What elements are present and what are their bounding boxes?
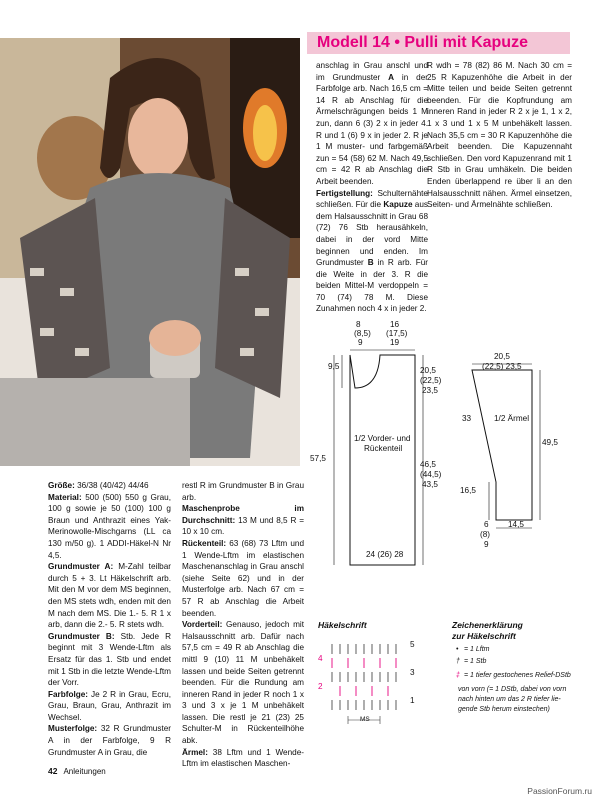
dim-label: 19 bbox=[390, 338, 400, 347]
dim-label: (8,5) bbox=[354, 329, 371, 338]
text-run: 500 (500) 550 g Grau, 100 g sowie je 50 (100) 100 g Braun und Anthrazit eines Yak-Merinowolle-Mischgarns (LL ca 130 m/50 g). 1 ADDI-Häkel-N Nr 4,5. bbox=[48, 492, 171, 560]
text-run: Schulternähte schließen. Für die bbox=[316, 188, 428, 210]
paragraph bbox=[182, 480, 304, 503]
crochet-chart bbox=[318, 620, 428, 730]
text-run: Je 2 R in Grau, Ecru, Grau, Braun, Grau, Anthrazit im Wechsel. bbox=[48, 689, 171, 722]
dim-label: 16,5 bbox=[460, 486, 476, 495]
row-number: 2 bbox=[318, 682, 323, 691]
dim-label: 9,5 bbox=[328, 362, 340, 371]
watermark: PassionForum.ru bbox=[527, 786, 592, 796]
dim-label: (8) bbox=[480, 530, 491, 539]
text-run: 36/38 (40/42) 44/46 bbox=[74, 481, 149, 490]
row-number: 3 bbox=[410, 668, 415, 677]
double-crochet-icon: † bbox=[456, 658, 460, 665]
label: Ärmel: bbox=[182, 747, 208, 757]
text-bold: B bbox=[367, 258, 374, 268]
dim-label: (17,5) bbox=[386, 329, 408, 338]
text-run: in R arb. Für die Weite in der 3. R die beiden Mittel-M verdoppeln = 70 (74) 78 M. Diese Zunahmen noch 4 x in jeder 2. bbox=[316, 258, 428, 314]
text-bold: Kapuze bbox=[383, 200, 413, 210]
relief-stitch-icon: ‡ bbox=[456, 672, 460, 679]
label: Rückenteil: bbox=[182, 538, 227, 548]
legend-item: = 1 Lftm bbox=[464, 646, 490, 653]
dim-label: 14,5 bbox=[508, 520, 524, 529]
dim-label: 49,5 bbox=[542, 438, 558, 447]
dim-label: 20,5 bbox=[494, 352, 510, 361]
legend-item: nach hinten um das 2 R tiefer lie- bbox=[458, 696, 561, 703]
dim-label: 9 bbox=[358, 338, 363, 347]
paragraph bbox=[48, 480, 171, 492]
label: Größe: bbox=[48, 481, 75, 490]
dim-label: (44,5) bbox=[420, 470, 442, 479]
label: Vorderteil: bbox=[182, 620, 223, 630]
label: Maschenprobe im Durchschnitt: bbox=[182, 504, 304, 525]
text-run: 32 R Grundmuster A in der Farbfolge, 9 R Grundmuster A in Grau, die bbox=[48, 724, 171, 757]
schematic-body bbox=[310, 320, 460, 570]
dim-label: 8 bbox=[356, 320, 361, 329]
paragraph: R wdh = 78 (82) 86 M. Nach 30 cm = 25 R Kapuzenhöhe die Arbeit in der Mitte teilen und beide Seiten getrennt beenden. Für die Kopfrundung am inneren Rand in jeder R 2 x je 1, 1 x 2, 1 x 3 und 1 x 5 M unbehäkelt lassen. Nach 35,5 cm = 30 R Kapuzenhöhe die Arbeit beenden. Die Kapuzennaht schließen. Den vord Kapuzenrand mit 1 R Stb in Grau umhäkeln. Die beiden Enden überlappend re über li an den Halsausschnitt nähen. Ärmel einsetzen, Seiten- und Ärmelnähte schließen. bbox=[427, 61, 572, 210]
text-run: anschlag in Grau anschl und im Grundmuster bbox=[316, 61, 428, 82]
dim-label: 46,5 bbox=[420, 460, 436, 469]
legend-item: von vorn (= 1 DStb, dabei von vorn bbox=[458, 686, 567, 693]
chain-icon: • bbox=[456, 646, 459, 653]
page-footer bbox=[48, 766, 106, 776]
legend-subtitle: zur Häkelschrift bbox=[452, 631, 516, 641]
text-run: 63 (68) 73 Lftm und 1 Wende-Lftm im elastischen Maschenanschlag in Grau anschl (siehe Seite 62) und in der Musterfolge arb. Nach 67 cm = 57 R ab Anschlag die Arbeit beenden. bbox=[182, 538, 304, 618]
text-run: 38 Lftm und 1 Wende-Lftm im elastischen Maschen- bbox=[182, 747, 304, 769]
instructions-column-right-2 bbox=[427, 60, 572, 211]
label: Grundmuster A: bbox=[48, 562, 114, 572]
ms-label: MS bbox=[360, 716, 370, 723]
dim-label: 33 bbox=[462, 414, 472, 423]
dim-label: 57,5 bbox=[310, 454, 326, 463]
label: Musterfolge: bbox=[48, 724, 98, 734]
row-number: 5 bbox=[410, 640, 415, 649]
legend-item: = 1 tiefer gestochenes Relief-DStb bbox=[464, 672, 571, 679]
part-label: 1/2 Ärmel bbox=[494, 414, 530, 423]
text-run: M-Zahl teilbar durch 5 + 3. Lt Häkelschrift arb. Mit den M vor dem MS beginnen, den MS stets wdh, enden mit den M nach dem MS. Die 1.- 5. R 1 x arb, dann die 2.- 5. R stets wdh. bbox=[48, 562, 171, 630]
instructions-column-bottom-2 bbox=[182, 480, 304, 770]
dim-label: (22,5) 23,5 bbox=[482, 362, 522, 371]
model-photo bbox=[0, 38, 300, 466]
dim-label: 20,5 bbox=[420, 366, 436, 375]
dim-label: 43,5 bbox=[422, 480, 438, 489]
row-number: 4 bbox=[318, 654, 323, 663]
legend-title: Zeichenerklärung bbox=[452, 620, 523, 630]
text-bold: Fertigstellung: bbox=[316, 188, 373, 198]
dim-label: 24 (26) 28 bbox=[366, 550, 404, 559]
schematic-sleeve bbox=[456, 352, 581, 552]
paragraph bbox=[48, 689, 171, 724]
instructions-column-right-1 bbox=[316, 60, 428, 315]
chart-legend bbox=[452, 620, 592, 730]
dim-label: 16 bbox=[390, 320, 400, 329]
paragraph bbox=[182, 503, 304, 538]
dim-label: 6 bbox=[484, 520, 489, 529]
paragraph bbox=[48, 492, 171, 562]
label: Material: bbox=[48, 492, 82, 502]
label: Grundmuster B: bbox=[48, 631, 115, 641]
text-bold: A bbox=[388, 72, 395, 82]
legend-item: = 1 Stb bbox=[464, 658, 487, 665]
paragraph bbox=[182, 747, 304, 770]
dim-label: 9 bbox=[484, 540, 489, 549]
paragraph bbox=[48, 723, 171, 758]
label: Farbfolge: bbox=[48, 689, 89, 699]
text-run: aus dem Halsausschnitt in Grau 68 (72) 76 Stb herausähkeln, dabei in der vord Mitte beginnen und enden. Im Grundmuster bbox=[316, 200, 428, 268]
chart-title: Häkelschrift bbox=[318, 620, 367, 630]
title-bar bbox=[307, 32, 570, 54]
paragraph bbox=[48, 631, 171, 689]
text-run: Stb. Jede R beginnt mit 3 Wende-Lftm als Ersatz für das 1. Stb und endet mit 1 Stb in die letzte Wende-Lftm der Vorr. bbox=[48, 631, 172, 688]
part-label: Rückenteil bbox=[364, 444, 403, 453]
dim-label: 23,5 bbox=[422, 386, 438, 395]
text-run: restl R im Grundmuster B in Grau arb. bbox=[182, 481, 304, 502]
page-number: 42 bbox=[48, 766, 58, 776]
page-title: Modell 14 • Pulli mit Kapuze bbox=[317, 34, 528, 51]
text-run: 13 M und 8,5 R = 10 x 10 cm. bbox=[182, 515, 304, 537]
instructions-column-bottom-1 bbox=[48, 480, 171, 758]
paragraph bbox=[182, 619, 304, 747]
paragraph bbox=[48, 561, 171, 631]
text-run: in der Farbfolge arb. Nach 16,5 cm = 14 R ab Anschlag für die Ärmelschrägungen beids 1 M zun, dann 6 (3) 2 x in jeder 4. R und 1 (6) 9 x in jeder 2. R je 1 M muster- und farbgemäß zun = 54 (58) 62 M. Nach 49,5 cm = 42 R ab Anschlag die Arbeit beenden. bbox=[316, 72, 428, 186]
row-number: 1 bbox=[410, 696, 415, 705]
legend-item: gende Stb herum einstechen) bbox=[458, 706, 550, 713]
part-label: 1/2 Vorder- und bbox=[354, 434, 411, 443]
text-run: Genauso, jedoch mit Halsausschnitt arb. Dafür nach 57,5 cm = 49 R ab Anschlag die mittl 9 (10) 11 M unbehäkelt lassen und beide Seiten getrennt beenden. Für die Rundung am inneren Rand in jeder R noch 1 x 3 und 3 x je 1 M unbehäkelt lassen. Die restl je 21 (23) 25 Schulter-M in Rückenteilhöhe abk. bbox=[182, 620, 304, 746]
paragraph bbox=[182, 538, 304, 619]
section-name: Anleitungen bbox=[63, 767, 106, 776]
dim-label: (22,5) bbox=[420, 376, 442, 385]
